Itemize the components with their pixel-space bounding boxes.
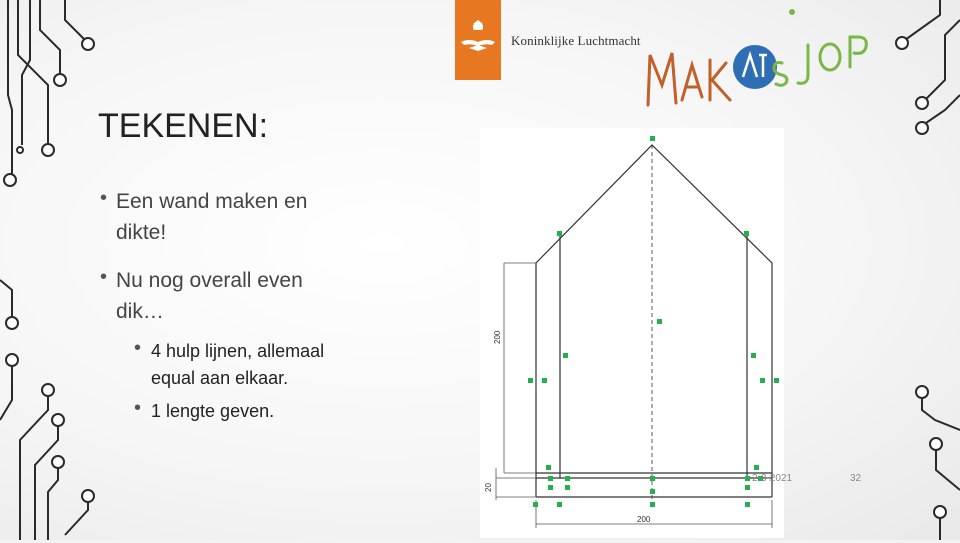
sub-bullet-text: 4 hulp lijnen, allemaal equal aan elkaar. <box>151 341 325 388</box>
slide-number: 32 <box>850 473 862 484</box>
bullet-dot-icon: • <box>100 266 108 288</box>
slide-title: TEKENEN: <box>98 107 269 145</box>
bullet-dot-icon: • <box>134 397 142 419</box>
dim-wall-label: 20 <box>484 483 493 492</box>
sub-bullet-text: 1 lengte geven. <box>151 401 275 421</box>
makers-sjop-logo-icon <box>640 5 870 115</box>
bullet-dot-icon: • <box>100 187 108 209</box>
sub-bullet-item <box>134 338 351 392</box>
air-force-logo <box>455 0 501 80</box>
org-name: Koninklijke Luchtmacht <box>511 33 641 48</box>
dim-width-label: 200 <box>637 515 651 524</box>
dim-height-label: 200 <box>493 330 502 344</box>
bullet-item <box>100 186 356 248</box>
bullet-item <box>100 265 356 327</box>
bullet-text: Nu nog overall even dik… <box>116 269 303 323</box>
cad-sketch-canvas <box>480 128 784 538</box>
bullet-text: Een wand maken en dikte! <box>116 190 308 244</box>
cad-sketch <box>480 128 784 538</box>
sub-bullet-item <box>134 398 351 425</box>
air-force-emblem-icon <box>455 0 501 80</box>
bullet-dot-icon: • <box>134 337 142 359</box>
footer-date: 2-3-2021 <box>752 473 793 484</box>
